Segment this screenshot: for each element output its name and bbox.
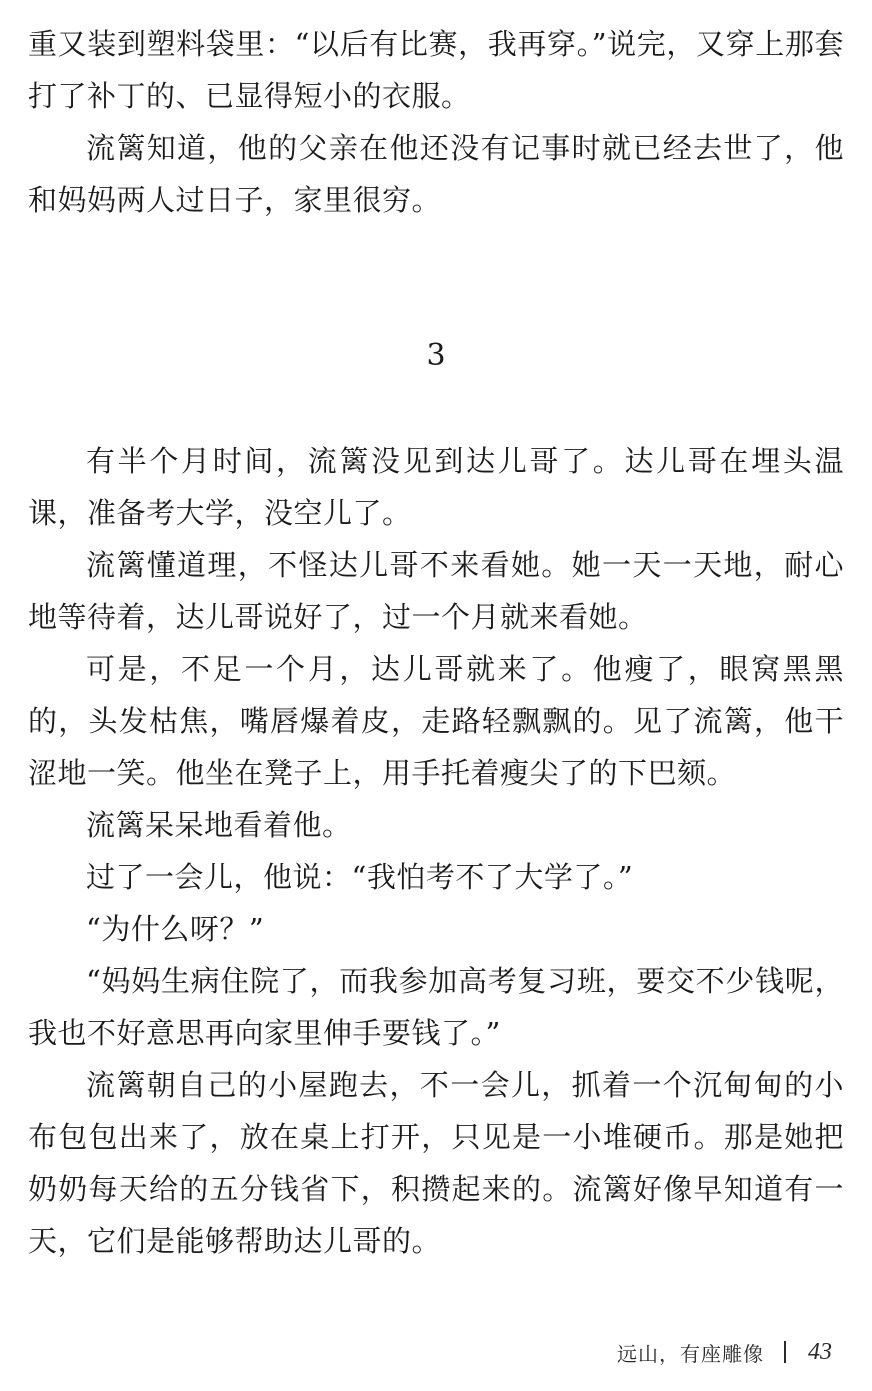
book-title: 远山，有座雕像	[617, 1341, 764, 1366]
paragraph: 有半个月时间，流篱没见到达儿哥了。达儿哥在埋头温课，准备考大学，没空儿了。	[28, 444, 844, 530]
paragraph: “为什么呀？”	[86, 912, 265, 946]
paragraph: 流篱懂道理，不怪达儿哥不来看她。她一天一天地，耐心地等待着，达儿哥说好了，过一个月就来看她。	[28, 548, 844, 634]
paragraph: 流篱知道，他的父亲在他还没有记事时就已经去世了，他和妈妈两人过日子，家里很穷。	[28, 131, 844, 217]
page-footer	[617, 1334, 832, 1370]
main-text-block	[28, 435, 844, 1267]
paragraph: 过了一会儿，他说：“我怕考不了大学了。”	[86, 860, 634, 894]
page-number: 43	[808, 1338, 832, 1365]
footer-divider	[784, 1341, 786, 1363]
paragraph: 流篱呆呆地看着他。	[86, 808, 352, 842]
paragraph: 可是，不足一个月，达儿哥就来了。他瘦了，眼窝黑黑的，头发枯焦，嘴唇爆着皮，走路轻飘飘的。见了流篱，他干涩地一笑。他坐在凳子上，用手托着瘦尖了的下巴颏。	[28, 652, 844, 790]
paragraph: 流篱朝自己的小屋跑去，不一会儿，抓着一个沉甸甸的小布包包出来了，放在桌上打开，只见是一小堆硬币。那是她把奶奶每天给的五分钱省下，积攒起来的。流篱好像早知道有一天，它们是能够帮助达儿哥的。	[28, 1068, 844, 1258]
section-number: 3	[426, 338, 446, 373]
top-text-block	[28, 18, 844, 226]
paragraph: “妈妈生病住院了，而我参加高考复习班，要交不少钱呢，我也不好意思再向家里伸手要钱了。”	[28, 964, 844, 1050]
paragraph: 重又装到塑料袋里：“以后有比赛，我再穿。”说完，又穿上那套打了补丁的、已显得短小的衣服。	[28, 27, 844, 113]
